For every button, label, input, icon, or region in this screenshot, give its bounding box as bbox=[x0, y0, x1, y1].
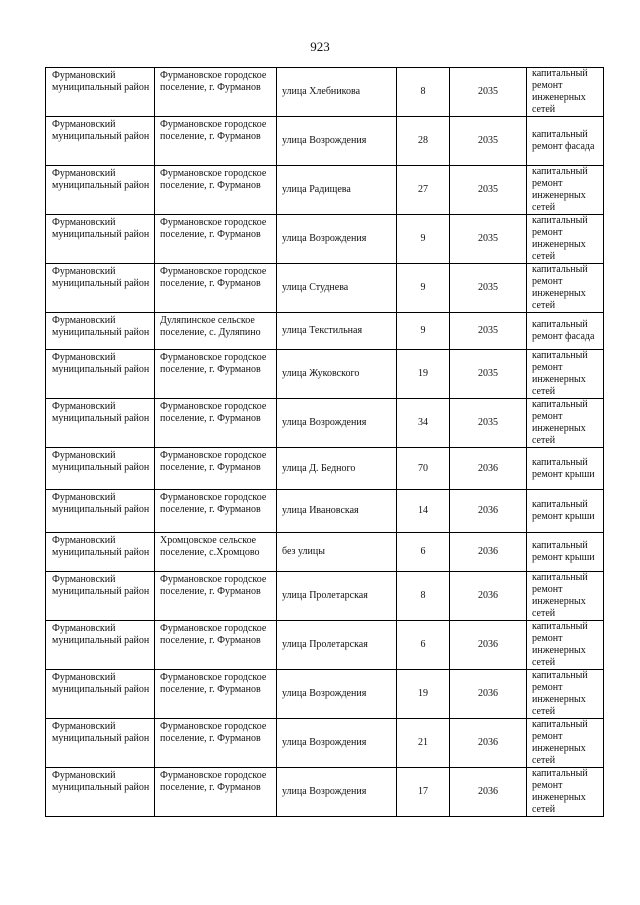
work-type-cell: капитальный ремонт инженерных сетей bbox=[527, 719, 604, 768]
table-row bbox=[46, 621, 604, 670]
street-cell: улица Жуковского bbox=[277, 350, 397, 399]
street-cell: улица Пролетарская bbox=[277, 572, 397, 621]
repair-year-cell: 2036 bbox=[450, 768, 527, 817]
district-cell: Фурмановский муниципальный район bbox=[46, 166, 155, 215]
table-row bbox=[46, 215, 604, 264]
repair-year-cell: 2036 bbox=[450, 670, 527, 719]
repair-year-cell: 2036 bbox=[450, 533, 527, 572]
work-type-cell: капитальный ремонт инженерных сетей bbox=[527, 215, 604, 264]
district-cell: Фурмановский муниципальный район bbox=[46, 533, 155, 572]
district-cell: Фурмановский муниципальный район bbox=[46, 264, 155, 313]
work-type-cell: капитальный ремонт фасада bbox=[527, 313, 604, 350]
work-type-cell: капитальный ремонт инженерных сетей bbox=[527, 264, 604, 313]
house-number-cell: 8 bbox=[397, 68, 450, 117]
house-number-cell: 19 bbox=[397, 350, 450, 399]
street-cell: улица Возрождения bbox=[277, 117, 397, 166]
settlement-cell: Фурмановское городское поселение, г. Фурманов bbox=[155, 572, 277, 621]
repair-year-cell: 2035 bbox=[450, 117, 527, 166]
repair-year-cell: 2036 bbox=[450, 448, 527, 490]
table-row bbox=[46, 719, 604, 768]
repair-year-cell: 2035 bbox=[450, 215, 527, 264]
work-type-cell: капитальный ремонт крыши bbox=[527, 448, 604, 490]
house-number-cell: 19 bbox=[397, 670, 450, 719]
work-type-cell: капитальный ремонт крыши bbox=[527, 490, 604, 533]
settlement-cell: Фурмановское городское поселение, г. Фурманов bbox=[155, 448, 277, 490]
house-number-cell: 9 bbox=[397, 313, 450, 350]
repair-year-cell: 2035 bbox=[450, 264, 527, 313]
work-type-cell: капитальный ремонт инженерных сетей bbox=[527, 350, 604, 399]
work-type-cell: капитальный ремонт инженерных сетей bbox=[527, 68, 604, 117]
house-number-cell: 9 bbox=[397, 215, 450, 264]
work-type-cell: капитальный ремонт инженерных сетей bbox=[527, 670, 604, 719]
table-row bbox=[46, 264, 604, 313]
house-number-cell: 6 bbox=[397, 621, 450, 670]
street-cell: улица Возрождения bbox=[277, 215, 397, 264]
work-type-cell: капитальный ремонт инженерных сетей bbox=[527, 399, 604, 448]
street-cell: улица Д. Бедного bbox=[277, 448, 397, 490]
housing-repair-table bbox=[45, 67, 604, 817]
district-cell: Фурмановский муниципальный район bbox=[46, 621, 155, 670]
district-cell: Фурмановский муниципальный район bbox=[46, 448, 155, 490]
settlement-cell: Фурмановское городское поселение, г. Фурманов bbox=[155, 166, 277, 215]
street-cell: улица Текстильная bbox=[277, 313, 397, 350]
house-number-cell: 14 bbox=[397, 490, 450, 533]
house-number-cell: 6 bbox=[397, 533, 450, 572]
table-row bbox=[46, 166, 604, 215]
district-cell: Фурмановский муниципальный район bbox=[46, 117, 155, 166]
district-cell: Фурмановский муниципальный район bbox=[46, 68, 155, 117]
district-cell: Фурмановский муниципальный район bbox=[46, 490, 155, 533]
table-row bbox=[46, 448, 604, 490]
repair-year-cell: 2035 bbox=[450, 68, 527, 117]
repair-year-cell: 2035 bbox=[450, 166, 527, 215]
settlement-cell: Фурмановское городское поселение, г. Фурманов bbox=[155, 215, 277, 264]
repair-year-cell: 2035 bbox=[450, 313, 527, 350]
house-number-cell: 8 bbox=[397, 572, 450, 621]
repair-year-cell: 2036 bbox=[450, 719, 527, 768]
street-cell: улица Пролетарская bbox=[277, 621, 397, 670]
district-cell: Фурмановский муниципальный район bbox=[46, 719, 155, 768]
settlement-cell: Хромцовское сельское поселение, с.Хромцово bbox=[155, 533, 277, 572]
district-cell: Фурмановский муниципальный район bbox=[46, 313, 155, 350]
table-row bbox=[46, 350, 604, 399]
district-cell: Фурмановский муниципальный район bbox=[46, 768, 155, 817]
table-row bbox=[46, 670, 604, 719]
work-type-cell: капитальный ремонт инженерных сетей bbox=[527, 621, 604, 670]
table-row bbox=[46, 533, 604, 572]
street-cell: улица Студнева bbox=[277, 264, 397, 313]
settlement-cell: Фурмановское городское поселение, г. Фурманов bbox=[155, 399, 277, 448]
house-number-cell: 34 bbox=[397, 399, 450, 448]
settlement-cell: Фурмановское городское поселение, г. Фурманов bbox=[155, 490, 277, 533]
district-cell: Фурмановский муниципальный район bbox=[46, 399, 155, 448]
repair-year-cell: 2035 bbox=[450, 399, 527, 448]
street-cell: улица Возрождения bbox=[277, 719, 397, 768]
work-type-cell: капитальный ремонт инженерных сетей bbox=[527, 572, 604, 621]
house-number-cell: 17 bbox=[397, 768, 450, 817]
work-type-cell: капитальный ремонт крыши bbox=[527, 533, 604, 572]
house-number-cell: 28 bbox=[397, 117, 450, 166]
repair-year-cell: 2036 bbox=[450, 621, 527, 670]
street-cell: улица Возрождения bbox=[277, 399, 397, 448]
district-cell: Фурмановский муниципальный район bbox=[46, 670, 155, 719]
table-row bbox=[46, 68, 604, 117]
street-cell: улица Радищева bbox=[277, 166, 397, 215]
house-number-cell: 21 bbox=[397, 719, 450, 768]
settlement-cell: Фурмановское городское поселение, г. Фурманов bbox=[155, 768, 277, 817]
settlement-cell: Фурмановское городское поселение, г. Фурманов bbox=[155, 264, 277, 313]
table-row bbox=[46, 572, 604, 621]
repair-year-cell: 2036 bbox=[450, 572, 527, 621]
settlement-cell: Фурмановское городское поселение, г. Фурманов bbox=[155, 68, 277, 117]
settlement-cell: Фурмановское городское поселение, г. Фурманов bbox=[155, 117, 277, 166]
table-row bbox=[46, 399, 604, 448]
table-body bbox=[46, 68, 604, 817]
page-number: 923 bbox=[310, 39, 330, 54]
repair-year-cell: 2035 bbox=[450, 350, 527, 399]
repair-year-cell: 2036 bbox=[450, 490, 527, 533]
work-type-cell: капитальный ремонт фасада bbox=[527, 117, 604, 166]
district-cell: Фурмановский муниципальный район bbox=[46, 572, 155, 621]
settlement-cell: Фурмановское городское поселение, г. Фурманов bbox=[155, 350, 277, 399]
table-row bbox=[46, 768, 604, 817]
house-number-cell: 9 bbox=[397, 264, 450, 313]
settlement-cell: Фурмановское городское поселение, г. Фурманов bbox=[155, 670, 277, 719]
street-cell: улица Хлебникова bbox=[277, 68, 397, 117]
street-cell: без улицы bbox=[277, 533, 397, 572]
table-row bbox=[46, 313, 604, 350]
district-cell: Фурмановский муниципальный район bbox=[46, 215, 155, 264]
table-row bbox=[46, 490, 604, 533]
house-number-cell: 70 bbox=[397, 448, 450, 490]
work-type-cell: капитальный ремонт инженерных сетей bbox=[527, 166, 604, 215]
street-cell: улица Возрождения bbox=[277, 670, 397, 719]
settlement-cell: Дуляпинское сельское поселение, с. Дуляпино bbox=[155, 313, 277, 350]
street-cell: улица Ивановская bbox=[277, 490, 397, 533]
work-type-cell: капитальный ремонт инженерных сетей bbox=[527, 768, 604, 817]
table-row bbox=[46, 117, 604, 166]
settlement-cell: Фурмановское городское поселение, г. Фурманов bbox=[155, 621, 277, 670]
settlement-cell: Фурмановское городское поселение, г. Фурманов bbox=[155, 719, 277, 768]
street-cell: улица Возрождения bbox=[277, 768, 397, 817]
district-cell: Фурмановский муниципальный район bbox=[46, 350, 155, 399]
house-number-cell: 27 bbox=[397, 166, 450, 215]
